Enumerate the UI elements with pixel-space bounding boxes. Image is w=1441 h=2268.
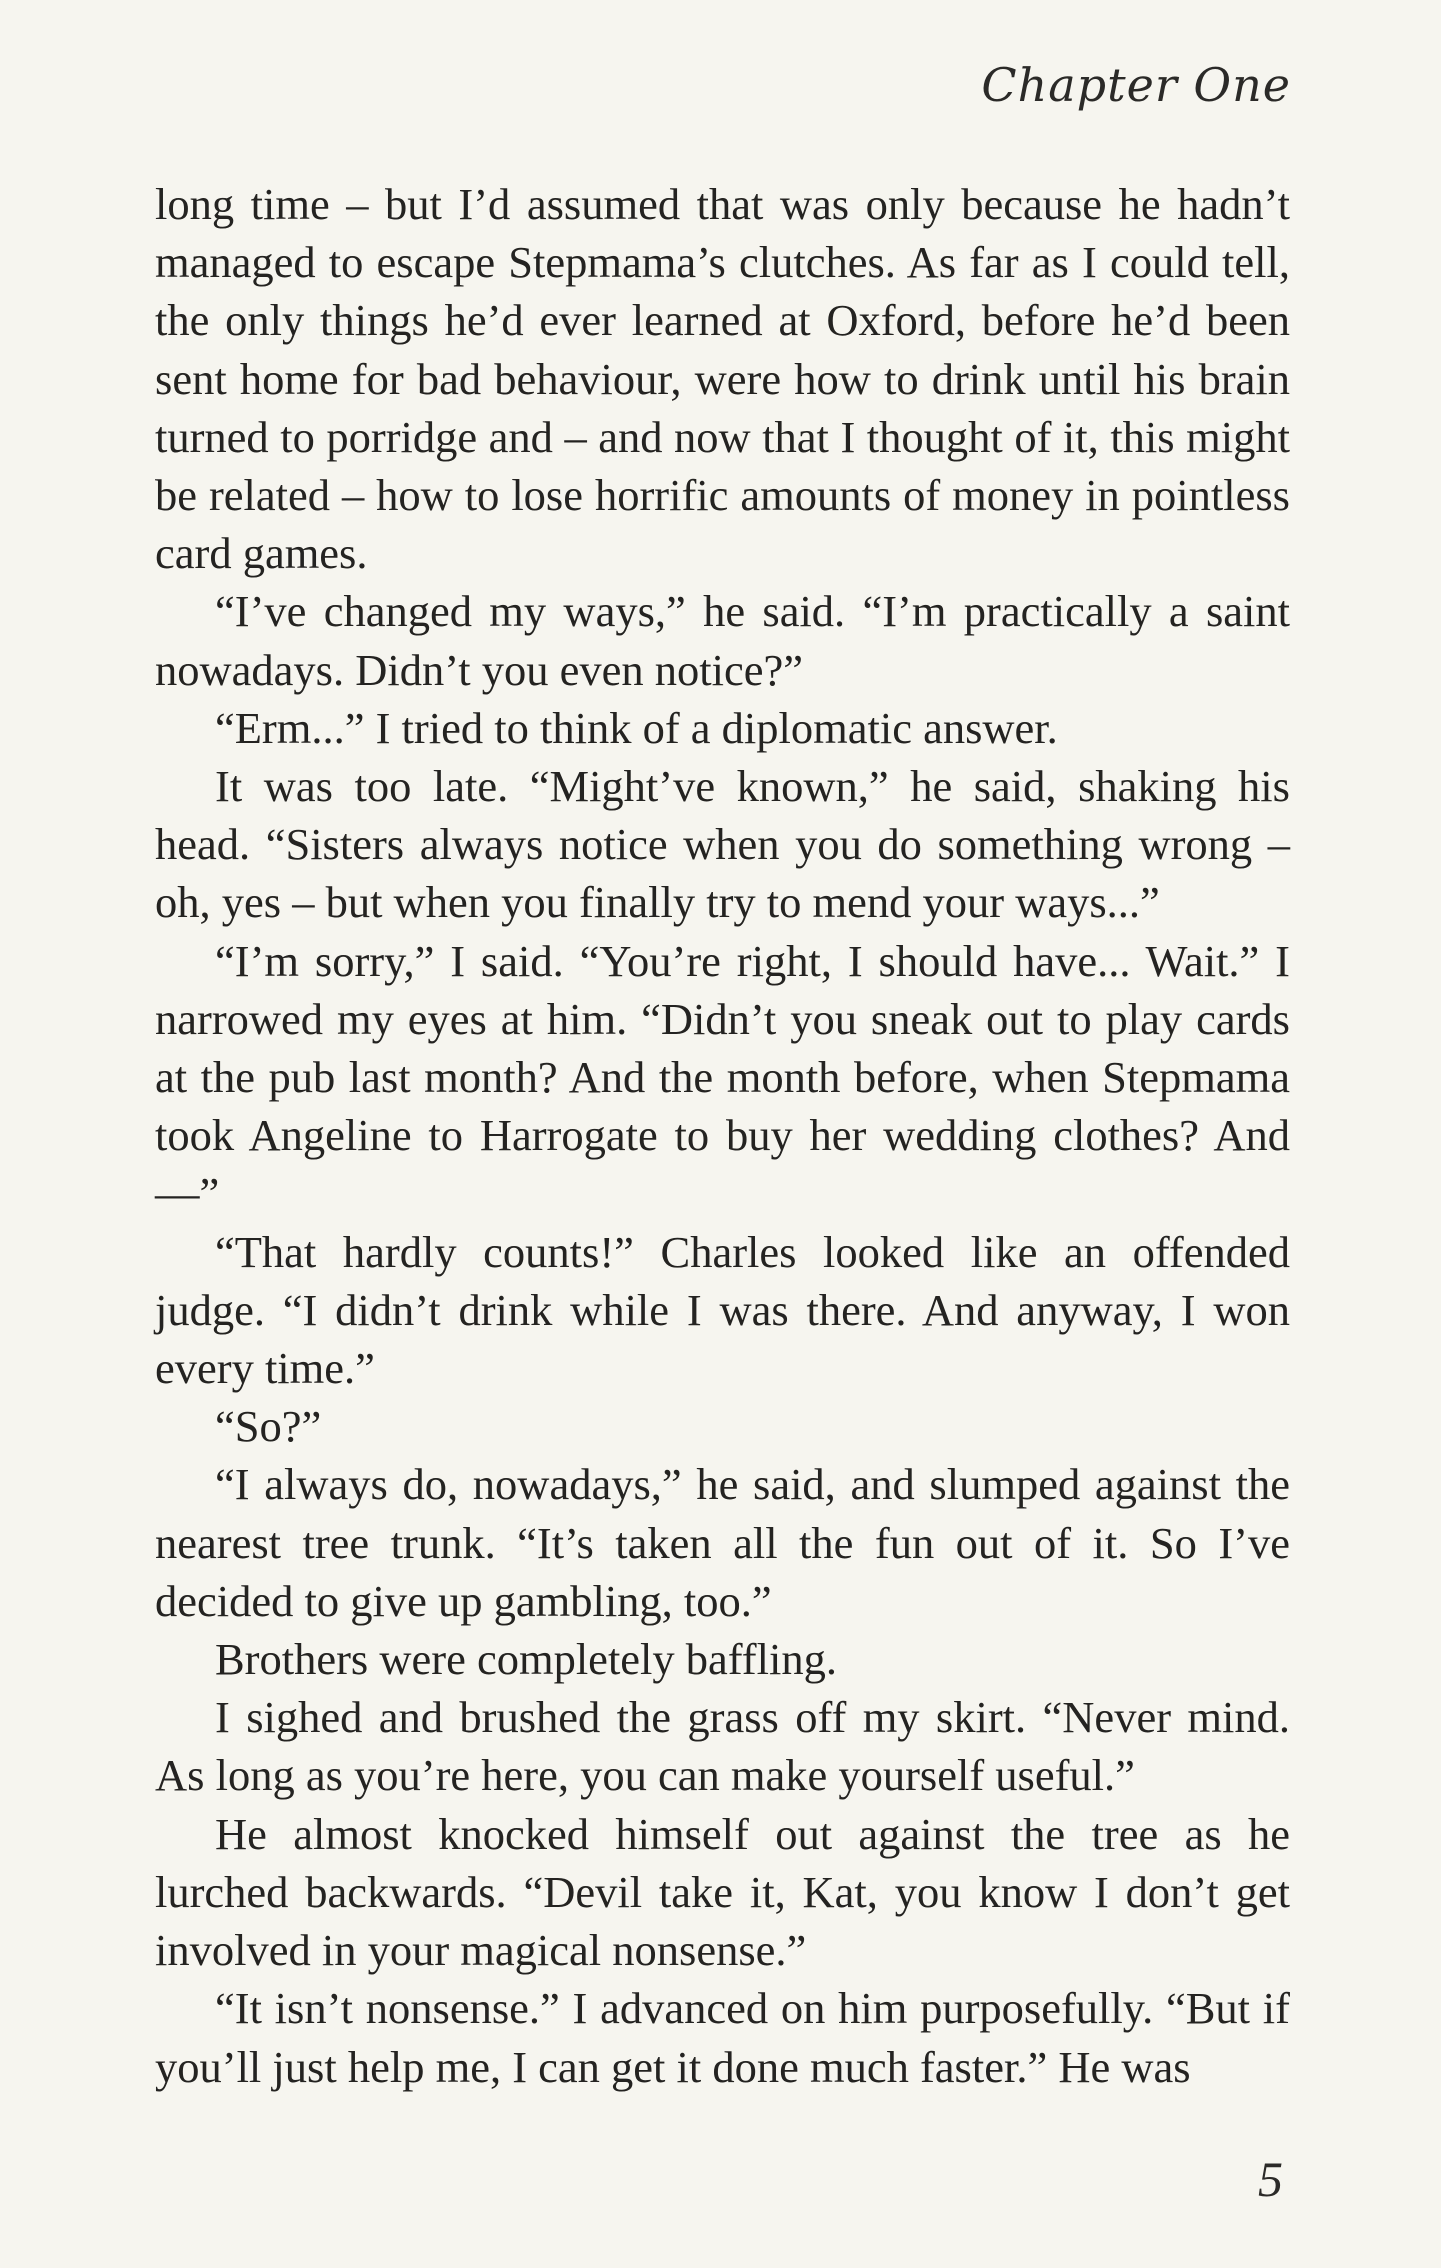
page-number: 5	[1258, 2151, 1283, 2207]
paragraph: “Erm...” I tried to think of a diplomatic answer.	[215, 702, 1058, 753]
body-text	[155, 175, 1290, 2096]
paragraph: He almost knocked himself out against the tree as he lurched backwards. “Devil take it, Kat, you know I don’t get involved in your magical nonsense.”	[155, 1808, 1290, 1976]
paragraph: “I always do, nowadays,” he said, and slumped against the nearest tree trunk. “It’s taken all the fun out of it. So I’ve decided to give up gambling, too.”	[155, 1459, 1290, 1626]
paragraph: long time – but I’d assumed that was only because he hadn’t managed to escape Stepmama’s clutches. As far as I could tell, the only things he’d ever learned at Oxford, before he’d been sent home for bad behaviour, were how to drink until his brain turned to porridge and – and now that I thought of it, this might be related – how to lose horrific amounts of money in pointless card games.	[155, 179, 1290, 579]
paragraph: I sighed and brushed the grass off my skirt. “Never mind. As long as you’re here, you can make yourself useful.”	[155, 1692, 1290, 1801]
chapter-heading: Chapter One	[981, 58, 1291, 112]
paragraph: “I’m sorry,” I said. “You’re right, I should have... Wait.” I narrowed my eyes at him. “Didn’t you sneak out to play cards at the pub last month? And the month before, when Stepmama took Angeline to Harrogate to buy her wedding clothes? And—”	[155, 935, 1290, 1219]
paragraph: “That hardly counts!” Charles looked like an offended judge. “I didn’t drink while I was there. And anyway, I won every time.”	[155, 1226, 1290, 1394]
paragraph: “It isn’t nonsense.” I advanced on him purposefully. “But if you’ll just help me, I can get it done much faster.” He was	[155, 1983, 1290, 2092]
paragraph: It was too late. “Might’ve known,” he said, shaking his head. “Sisters always notice when you do something wrong – oh, yes – but when you finally try to mend your ways...”	[155, 761, 1290, 928]
paragraph: “I’ve changed my ways,” he said. “I’m practically a saint nowadays. Didn’t you even notice?”	[155, 586, 1290, 695]
paragraph: “So?”	[215, 1401, 322, 1452]
paragraph: Brothers were completely baffling.	[215, 1634, 837, 1685]
